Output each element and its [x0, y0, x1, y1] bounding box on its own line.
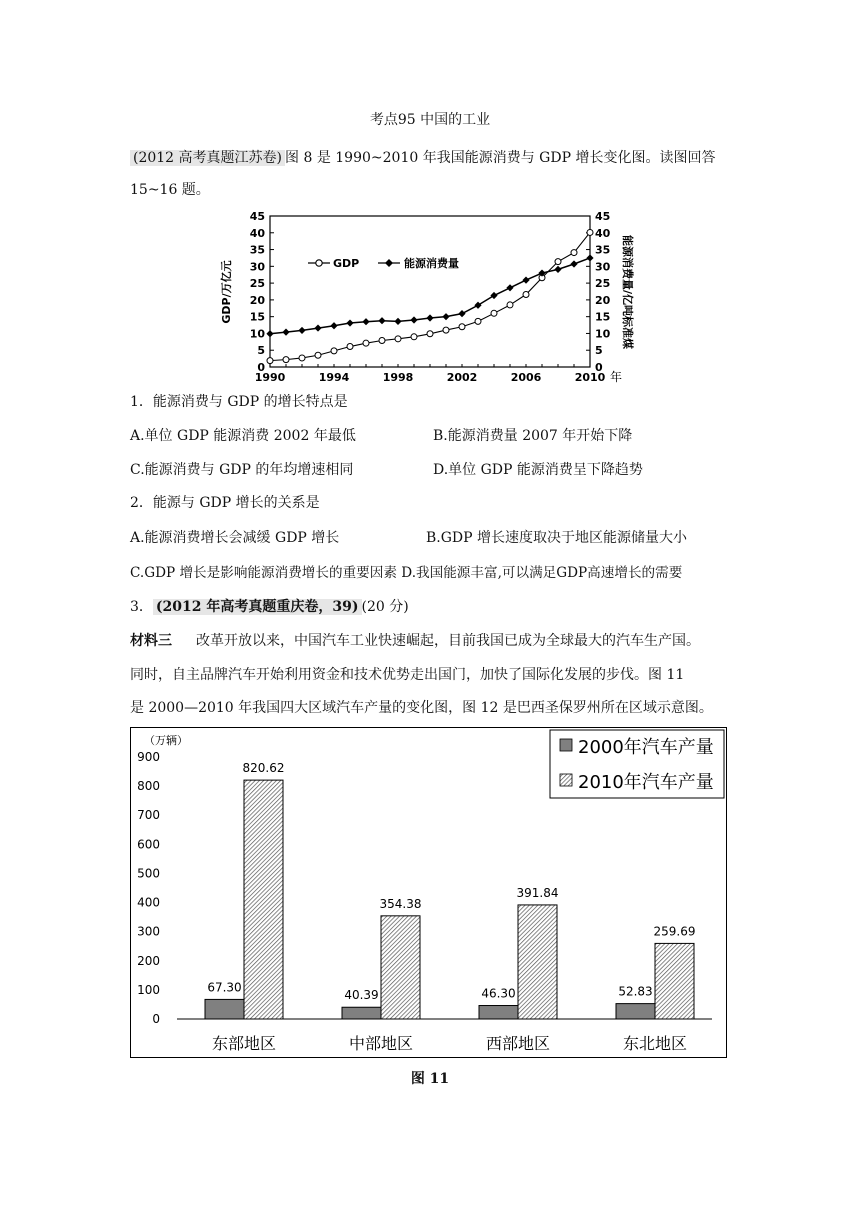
bar-value-label: 820.62 [242, 761, 285, 776]
gdp-point [571, 250, 577, 256]
y-tick-label: 800 [137, 779, 160, 794]
gdp-point [283, 357, 289, 363]
y-tick-label: 25 [249, 277, 265, 291]
gdp-point [347, 344, 353, 350]
q1-option-c: C.能源消费与 GDP 的年均增速相同 [130, 462, 354, 478]
bar-2000 [616, 1004, 655, 1019]
y2-tick-label: 5 [595, 344, 603, 358]
y-tick-label: 15 [249, 310, 265, 324]
q2-option-a: A.能源消费增长会减缓 GDP 增长 [130, 530, 340, 546]
gdp-point [507, 302, 513, 308]
y-tick-label: 500 [137, 866, 160, 881]
x-tick-label: 2010 [574, 371, 606, 384]
plot-area [270, 216, 590, 367]
y2-tick-label: 15 [595, 310, 611, 324]
y-tick-label: 10 [249, 327, 265, 341]
q3-number: 3． [130, 599, 153, 615]
x-tick-label: 中部地区 [348, 1034, 414, 1053]
intro-line-2: 15~16 题。 [130, 182, 210, 198]
bar-2010 [655, 943, 694, 1019]
y2-tick-label: 25 [595, 277, 611, 291]
y-axis-unit: （万辆） [144, 734, 188, 747]
q1-option-b: B.能源消费量 2007 年开始下降 [433, 428, 633, 444]
question-1: 1．能源消费与 GDP 的增长特点是 [130, 394, 348, 410]
gdp-energy-chart [218, 208, 638, 388]
y-tick-label: 200 [137, 953, 160, 968]
x-tick-label: 1998 [382, 371, 414, 384]
question-3 [130, 597, 409, 617]
bar-2010 [381, 916, 420, 1019]
gdp-point [379, 337, 385, 343]
y2-tick-label: 0 [595, 361, 603, 374]
gdp-point [315, 352, 321, 358]
bar-value-label: 52.83 [618, 984, 653, 999]
gdp-point [459, 324, 465, 330]
y-tick-label: 600 [137, 837, 160, 852]
material-3-line-1 [130, 631, 700, 651]
material-3-text-1: 改革开放以来，中国汽车工业快速崛起，目前我国已成为全球最大的汽车生产国。 [196, 633, 700, 649]
bar-2000 [205, 999, 244, 1019]
bar-value-label: 259.69 [653, 924, 696, 939]
gdp-point [267, 358, 273, 364]
gdp-point [443, 327, 449, 333]
legend-gdp-label: GDP [333, 257, 360, 270]
question-2: 2．能源与 GDP 增长的关系是 [130, 495, 320, 511]
x-tick-label: 西部地区 [485, 1034, 551, 1053]
bar-2000 [479, 1006, 518, 1019]
material-3-line-3: 是 2000—2010 年我国四大区域汽车产量的变化图，图 12 是巴西圣保罗州所在区域示意图。 [130, 700, 713, 716]
intro-line [130, 148, 715, 168]
gdp-point [475, 318, 481, 324]
y-tick-label: 0 [152, 1012, 160, 1026]
page-title: 考点95 中国的工业 [369, 112, 491, 128]
legend-2000-swatch [560, 739, 572, 751]
x-tick-label: 1994 [318, 371, 350, 384]
q3-source: (2012 年高考真题重庆卷，39) [153, 599, 362, 615]
gdp-point [427, 331, 433, 337]
y-tick-label: 5 [257, 344, 265, 358]
gdp-point [523, 292, 529, 298]
y2-tick-label: 35 [595, 243, 611, 257]
y-tick-label: 40 [249, 226, 265, 240]
y-tick-label: 20 [249, 293, 265, 307]
intro-text: 图 8 是 1990~2010 年我国能源消费与 GDP 增长变化图。读图回答 [285, 150, 716, 166]
y-tick-label: 30 [249, 260, 265, 274]
x-tick-label: 1990 [254, 371, 286, 384]
legend-energy-label: 能源消费量 [404, 257, 459, 270]
bar-2000 [342, 1007, 381, 1019]
gdp-point [299, 355, 305, 361]
bar-2010 [518, 905, 557, 1019]
legend-2010-label: 2010年汽车产量 [578, 772, 714, 793]
q3-score: (20 分) [361, 599, 409, 615]
y2-tick-label: 20 [595, 293, 611, 307]
y2-tick-label: 40 [595, 226, 611, 240]
gdp-point [363, 340, 369, 346]
legend-2010-swatch [560, 774, 572, 786]
bar-value-label: 46.30 [481, 986, 516, 1001]
legend-2000-label: 2000年汽车产量 [578, 737, 714, 758]
y-tick-label: 300 [137, 924, 160, 939]
y-tick-label: 100 [137, 982, 160, 997]
x-tick-label: 2006 [510, 371, 542, 384]
gdp-point [411, 334, 417, 340]
y-axis-label: GDP/万亿元 [220, 260, 233, 324]
legend-gdp-marker [316, 260, 322, 266]
legend [550, 730, 724, 798]
material-3-line-2: 同时，自主品牌汽车开始利用资金和技术优势走出国门，加快了国际化发展的步伐。图 11 [130, 667, 685, 683]
y2-tick-label: 30 [595, 260, 611, 274]
bar-value-label: 354.38 [379, 896, 422, 911]
bar-value-label: 391.84 [516, 885, 559, 900]
q1-option-a: A.单位 GDP 能源消费 2002 年最低 [130, 428, 356, 444]
x-axis-unit: 年 [610, 370, 623, 384]
bar-value-label: 40.39 [344, 988, 379, 1003]
figure-caption: 图 11 [410, 1071, 450, 1087]
y-tick-label: 35 [249, 243, 265, 257]
y-tick-label: 45 [249, 210, 265, 223]
y-tick-label: 400 [137, 895, 160, 910]
y2-axis-label: 能源消费量/亿吨标准煤 [621, 234, 634, 350]
y-tick-label: 0 [257, 361, 265, 374]
x-tick-label: 东部地区 [211, 1034, 277, 1053]
car-production-chart [130, 727, 728, 1059]
y2-tick-label: 45 [595, 210, 611, 223]
y-tick-label: 900 [137, 750, 160, 764]
y-tick-label: 700 [137, 808, 160, 823]
x-tick-label: 2002 [446, 371, 478, 384]
gdp-point [491, 310, 497, 316]
q2-options-cd: C.GDP 增长是影响能源消费增长的重要因素 D.我国能源丰富,可以满足GDP高速增长的需要 [130, 565, 683, 581]
material-3-label: 材料三 [130, 633, 172, 649]
bar-2010 [244, 780, 283, 1019]
x-tick-label: 东北地区 [622, 1034, 688, 1053]
gdp-point [331, 348, 337, 354]
bar-value-label: 67.30 [207, 980, 242, 995]
intro-source: (2012 高考真题江苏卷) [130, 150, 285, 166]
q2-option-b: B.GDP 增长速度取决于地区能源储量大小 [426, 530, 688, 546]
q1-option-d: D.单位 GDP 能源消费呈下降趋势 [433, 462, 643, 478]
gdp-point [555, 259, 561, 265]
gdp-point [587, 229, 593, 235]
y2-tick-label: 10 [595, 327, 611, 341]
gdp-point [395, 336, 401, 342]
